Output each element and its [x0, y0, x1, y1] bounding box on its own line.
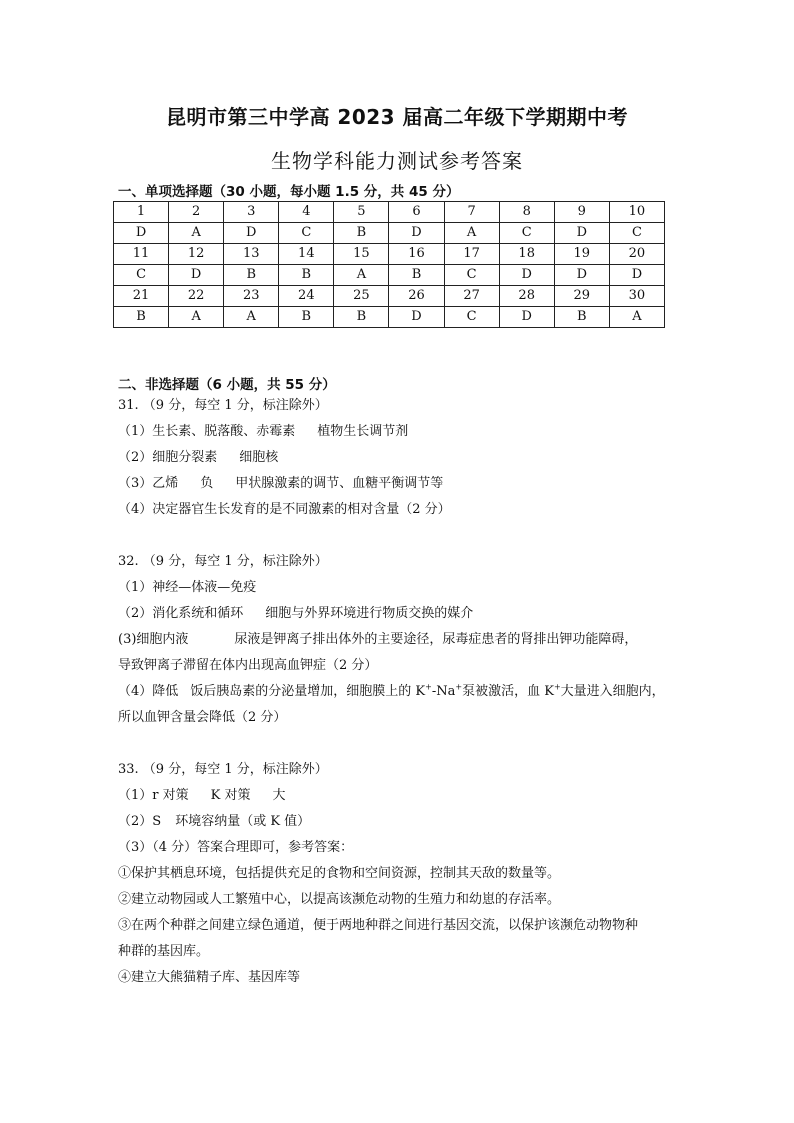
answer-cell: D: [114, 223, 169, 244]
q32-answer-4: （4）降低 饭后胰岛素的分泌量增加，细胞膜上的 K+-Na+泵被激活，血 K+大量进入细胞内，: [118, 682, 665, 699]
question-number-cell: 21: [114, 286, 169, 307]
section1-heading: 一、单项选择题（30 小题，每小题 1.5 分，共 45 分）: [118, 184, 460, 200]
q32-answer-2: （2）消化系统和循环 细胞与外界环境进行物质交换的媒介: [118, 606, 474, 621]
question-number-cell: 13: [224, 244, 279, 265]
q33-point-4: ④建立大熊猫精子库、基因库等: [118, 970, 301, 985]
answer-cell: B: [279, 307, 334, 328]
q33-answer-3: （3）（4 分）答案合理即可，参考答案：: [118, 840, 354, 855]
answer-cell: D: [389, 223, 444, 244]
answer-cell: C: [279, 223, 334, 244]
answer-cell: D: [224, 223, 279, 244]
answer-cell: D: [554, 223, 609, 244]
page-title: 昆明市第三中学高 2023 届高二年级下学期期中考: [165, 105, 629, 129]
answer-cell: D: [554, 265, 609, 286]
question-number-cell: 5: [334, 202, 389, 223]
question-number-cell: 4: [279, 202, 334, 223]
answer-cell: A: [169, 307, 224, 328]
answer-cell: C: [609, 223, 664, 244]
q33-point-3: ③在两个种群之间建立绿色通道，便于两地种群之间进行基因交流，以保护该濒危动物物种: [118, 918, 639, 933]
answer-cell: D: [499, 307, 554, 328]
q32-heading: 32. （9 分，每空 1 分，标注除外）: [118, 554, 328, 569]
question-number-cell: 18: [499, 244, 554, 265]
answer-cell: A: [224, 307, 279, 328]
answer-cell: C: [444, 265, 499, 286]
answer-cell: B: [554, 307, 609, 328]
q31-answer-1: （1）生长素、脱落酸、赤霉素 植物生长调节剂: [118, 424, 409, 439]
q33-answer-1: （1）r 对策 K 对策 大: [118, 788, 286, 803]
answer-row: [114, 265, 665, 286]
question-number-cell: 9: [554, 202, 609, 223]
q32-answer-3: (3)细胞内液 尿液是钾离子排出体外的主要途径，尿毒症患者的肾排出钾功能障碍，: [118, 632, 638, 647]
question-number-row: [114, 202, 665, 223]
question-number-cell: 8: [499, 202, 554, 223]
question-number-cell: 16: [389, 244, 444, 265]
answer-cell: B: [334, 223, 389, 244]
question-number-cell: 24: [279, 286, 334, 307]
question-number-cell: 7: [444, 202, 499, 223]
question-number-row: [114, 244, 665, 265]
answer-cell: C: [114, 265, 169, 286]
question-number-row: [114, 286, 665, 307]
answer-cell: D: [169, 265, 224, 286]
question-number-cell: 2: [169, 202, 224, 223]
question-number-cell: 23: [224, 286, 279, 307]
answer-cell: A: [609, 307, 664, 328]
question-number-cell: 15: [334, 244, 389, 265]
q32-answer-1: （1）神经—体液—免疫: [118, 580, 257, 595]
question-number-cell: 20: [609, 244, 664, 265]
section2-heading: 二、非选择题（6 小题，共 55 分）: [118, 377, 336, 393]
answer-cell: B: [114, 307, 169, 328]
question-number-cell: 1: [114, 202, 169, 223]
question-number-cell: 19: [554, 244, 609, 265]
q32-answer-4-cont: 所以血钾含量会降低（2 分）: [118, 710, 287, 725]
answer-cell: B: [279, 265, 334, 286]
question-number-cell: 6: [389, 202, 444, 223]
q31-answer-2: （2）细胞分裂素 细胞核: [118, 450, 279, 465]
answer-cell: B: [224, 265, 279, 286]
question-number-cell: 29: [554, 286, 609, 307]
answer-cell: D: [609, 265, 664, 286]
answer-cell: A: [444, 223, 499, 244]
answer-cell: D: [499, 265, 554, 286]
question-number-cell: 10: [609, 202, 664, 223]
question-number-cell: 25: [334, 286, 389, 307]
question-number-cell: 14: [279, 244, 334, 265]
answer-cell: B: [389, 265, 444, 286]
answer-row: [114, 223, 665, 244]
q31-answer-3: （3）乙烯 负 甲状腺激素的调节、血糖平衡调节等: [118, 476, 444, 491]
q33-answer-2: （2）S 环境容纳量（或 K 值）: [118, 814, 311, 829]
q31-heading: 31. （9 分，每空 1 分，标注除外）: [118, 398, 328, 413]
question-number-cell: 28: [499, 286, 554, 307]
q31-answer-4: （4）决定器官生长发育的是不同激素的相对含量（2 分）: [118, 502, 451, 517]
answer-row: [114, 307, 665, 328]
answer-cell: A: [334, 265, 389, 286]
q32-answer-3-cont: 导致钾离子滞留在体内出现高血钾症（2 分）: [118, 658, 378, 673]
answer-table: [113, 201, 665, 328]
question-number-cell: 30: [609, 286, 664, 307]
answer-cell: D: [389, 307, 444, 328]
q33-point-2: ②建立动物园或人工繁殖中心，以提高该濒危动物的生殖力和幼崽的存活率。: [118, 892, 561, 907]
question-number-cell: 17: [444, 244, 499, 265]
answer-cell: C: [499, 223, 554, 244]
question-number-cell: 22: [169, 286, 224, 307]
answer-cell: A: [169, 223, 224, 244]
question-number-cell: 26: [389, 286, 444, 307]
answer-cell: C: [444, 307, 499, 328]
page-subtitle: 生物学科能力测试参考答案: [271, 149, 523, 173]
answer-cell: B: [334, 307, 389, 328]
question-number-cell: 27: [444, 286, 499, 307]
q33-heading: 33. （9 分，每空 1 分，标注除外）: [118, 762, 328, 777]
question-number-cell: 12: [169, 244, 224, 265]
question-number-cell: 3: [224, 202, 279, 223]
q33-point-1: ①保护其栖息环境，包括提供充足的食物和空间资源，控制其天敌的数量等。: [118, 866, 561, 881]
q33-point-3-cont: 种群的基因库。: [118, 944, 210, 959]
question-number-cell: 11: [114, 244, 169, 265]
